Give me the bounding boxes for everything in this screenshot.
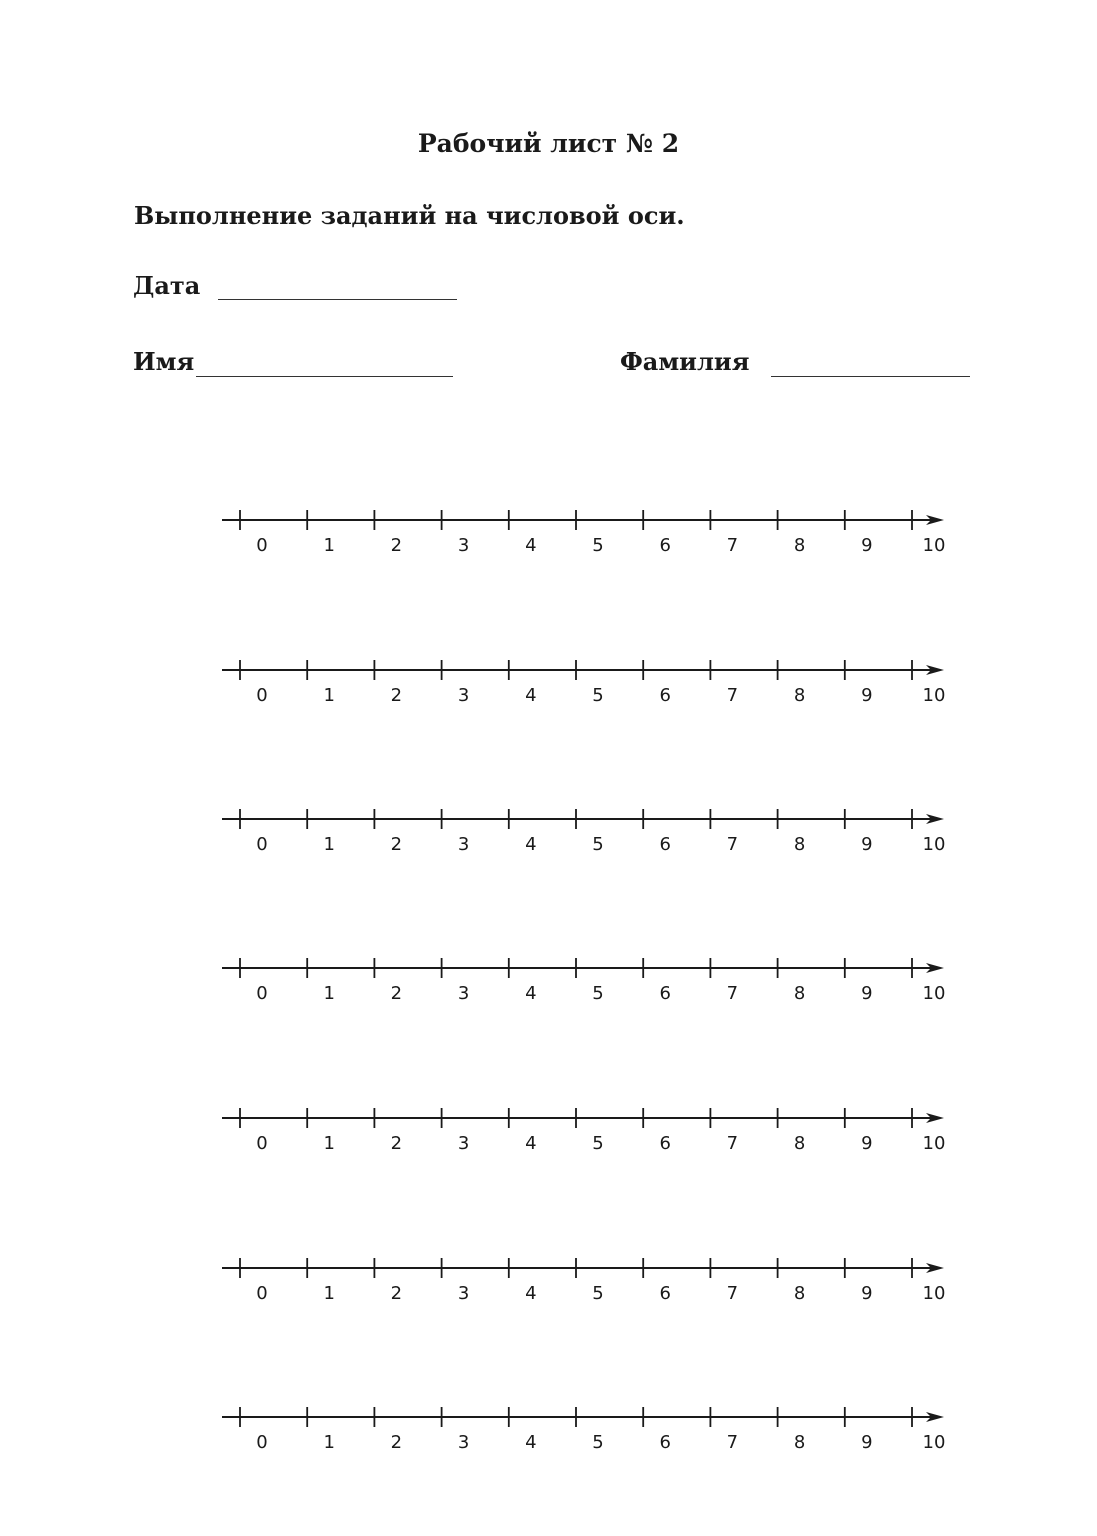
tick-label: 0 (256, 983, 268, 1004)
tick-label: 3 (457, 535, 470, 556)
tick-label: 6 (659, 1432, 671, 1453)
tick-label: 9 (861, 685, 873, 706)
tick-label: 9 (861, 983, 873, 1004)
tick-label: 7 (726, 1133, 739, 1154)
tick-label: 0 (256, 1133, 268, 1154)
tick-label: 10 (922, 834, 946, 855)
surname-label: Фамилия (620, 347, 750, 376)
tick-label: 7 (726, 1432, 739, 1453)
tick-label: 10 (922, 1283, 946, 1304)
name-label: Имя (133, 347, 195, 376)
tick-label: 1 (323, 983, 335, 1004)
tick-label: 8 (793, 1283, 806, 1304)
tick-label: 2 (390, 1283, 403, 1304)
tick-label: 6 (659, 685, 671, 706)
tick-label: 7 (726, 685, 739, 706)
tick-label: 4 (525, 1283, 537, 1304)
date-label: Дата (133, 271, 201, 300)
tick-label: 2 (390, 685, 403, 706)
tick-label: 1 (323, 1133, 335, 1154)
tick-label: 2 (390, 1133, 403, 1154)
task-subtitle: Выполнение заданий на числовой оси. (134, 201, 685, 230)
tick-label: 10 (922, 1432, 946, 1453)
tick-label: 3 (457, 1283, 470, 1304)
tick-label: 6 (659, 834, 671, 855)
tick-label: 0 (256, 834, 268, 855)
tick-label: 5 (592, 1133, 604, 1154)
tick-label: 7 (726, 535, 739, 556)
tick-label: 8 (793, 1133, 806, 1154)
tick-label: 0 (256, 1432, 268, 1453)
tick-label: 5 (592, 535, 604, 556)
tick-label: 6 (659, 1133, 671, 1154)
number-line-3[interactable] (222, 809, 945, 855)
tick-label: 5 (592, 1283, 604, 1304)
tick-label: 8 (793, 1432, 806, 1453)
tick-label: 6 (659, 983, 671, 1004)
tick-label: 4 (525, 834, 537, 855)
tick-label: 10 (922, 535, 946, 556)
tick-label: 3 (457, 983, 470, 1004)
tick-label: 7 (726, 1283, 739, 1304)
tick-label: 0 (256, 535, 268, 556)
tick-label: 1 (323, 834, 335, 855)
tick-label: 5 (592, 1432, 604, 1453)
tick-label: 4 (525, 1133, 537, 1154)
tick-label: 2 (390, 983, 403, 1004)
tick-label: 3 (457, 1432, 470, 1453)
number-line-2[interactable] (222, 660, 945, 706)
tick-label: 8 (793, 535, 806, 556)
tick-label: 2 (390, 834, 403, 855)
tick-label: 7 (726, 834, 739, 855)
tick-label: 8 (793, 983, 806, 1004)
number-line-5[interactable] (222, 1108, 945, 1154)
tick-label: 2 (390, 1432, 403, 1453)
tick-label: 5 (592, 834, 604, 855)
tick-label: 8 (793, 834, 806, 855)
tick-label: 6 (659, 1283, 671, 1304)
tick-label: 9 (861, 834, 873, 855)
page-title: Рабочий лист № 2 (417, 129, 680, 158)
tick-label: 1 (323, 685, 335, 706)
tick-label: 7 (726, 983, 739, 1004)
tick-label: 9 (861, 1283, 873, 1304)
tick-label: 8 (793, 685, 806, 706)
tick-label: 5 (592, 983, 604, 1004)
tick-label: 1 (323, 535, 335, 556)
tick-label: 10 (922, 983, 946, 1004)
tick-label: 6 (659, 535, 671, 556)
tick-label: 4 (525, 685, 537, 706)
tick-label: 0 (256, 685, 268, 706)
number-line-1[interactable] (222, 510, 945, 556)
tick-label: 2 (390, 535, 403, 556)
tick-label: 4 (525, 983, 537, 1004)
tick-label: 3 (457, 1133, 470, 1154)
tick-label: 1 (323, 1283, 335, 1304)
tick-label: 0 (256, 1283, 268, 1304)
tick-label: 3 (457, 685, 470, 706)
tick-label: 4 (525, 535, 537, 556)
tick-label: 9 (861, 1133, 873, 1154)
tick-label: 9 (861, 535, 873, 556)
tick-label: 4 (525, 1432, 537, 1453)
tick-label: 5 (592, 685, 604, 706)
tick-label: 9 (861, 1432, 873, 1453)
number-line-4[interactable] (222, 958, 945, 1004)
tick-label: 1 (323, 1432, 335, 1453)
number-line-7[interactable] (222, 1407, 945, 1453)
tick-label: 10 (922, 1133, 946, 1154)
tick-label: 3 (457, 834, 470, 855)
tick-label: 10 (922, 685, 946, 706)
number-line-6[interactable] (222, 1258, 945, 1304)
